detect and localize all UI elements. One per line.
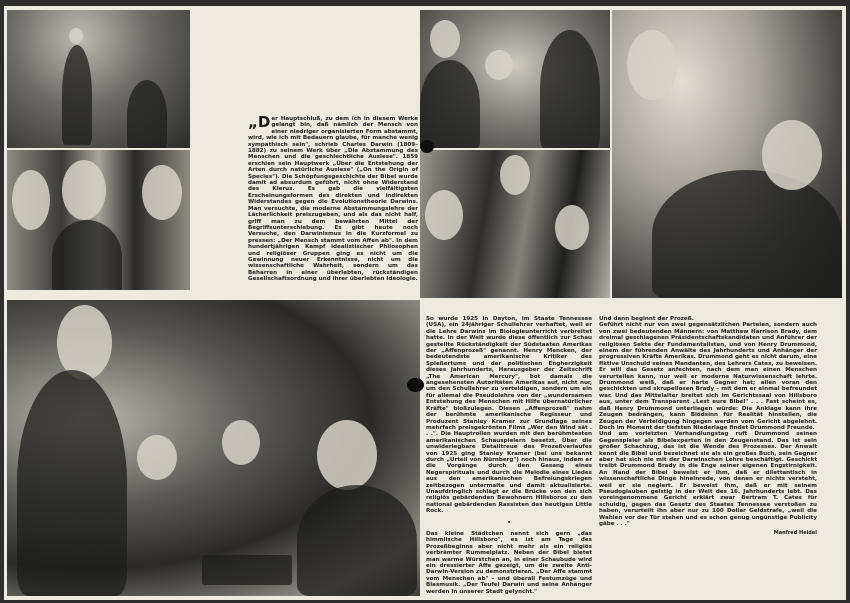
ink-blot: [407, 378, 424, 392]
photo-three-faces: [7, 150, 190, 290]
photo-trial-scene: [7, 300, 420, 596]
article-column-1: [426, 316, 592, 595]
intro-paragraph: er Hauptschluß, zu dem ich in diesem Werke gelangt bin, daß nämlich der Mensch von einer niedriger organisierten Form abstammt, wird, wie ich mit Bedauern glaube, für manche wenig sympathisch sein", schrieb Charles Darwin (1809–1882) zu seinem Werk über „Die Abstammung des Menschen und die geschlechtliche Auslese". 1859 erschien sein Hauptwerk „Über die Entstehung der Arten durch natürliche Auslese" („On the Origin of Species"). Die Schöpfungsgeschichte der Bibel wurde damit ad absurdum geführt, nicht ohne Widerstand des Klerus. Es gab die vielfältigsten Erscheinungsformen des direkten und indirekten Widerstandes gegen die Evolutionstheorie Darwins. Man versuchte, die moderne Abstammungslehre der Lächerlichkeit preiszugeben, und als das nicht half, griff man zu dem bewährten Mittel der Begriffsunterschiebung. Es gibt heute noch Versuche, den Darwinismus in die Kurzformel zu pressen: „Der Mensch stammt vom Affen ab". In dem hundertjährigen Kampf idealistischer Philosophen und religiöser Gruppen ging es nicht um die Gewinnung neuer Erkenntnisse, nicht um die wissenschaftliche Wahrheit, sondern um das Beharren in einer überlebten, rückständigen Gesellschaftsordnung und ihrer überlebten Ideologie.: [248, 116, 418, 283]
ink-blot: [420, 140, 434, 153]
article-column-2: [599, 316, 817, 537]
paragraph: Und am vorletzten Verhandlungstag ruft Drummond seinen Gegenspieler als Bibelexperten in den Zeugenstand. Das ist sein großer Schachzug, das ist die Wende des Prozesses. Der Anwalt kennt die Bibel und bezeichnet sie als ein großes Buch, sein Gegner aber hat sich nie mit der Darwinschen Lehre beschäftigt. Geschickt treibt Drummond Brady in die Enge seiner eigenen Engstirnigkeit. An Hand der Bibel beweist er ihm, daß er dilettantisch in wissenschaftliche Dinge hineinrede, von denen er nichts versteht, weil er sie negiert. Er beweist ihm, daß er mit seinem Pseudoglauben geistig in der Welt des 16. Jahrhunderts lebt. Das voreingenommene Gericht erklärt zwar Bertram T. Cates für schuldig, gegen das Gesetz des Staates Tennessee verstoßen zu haben, verurteilt ihn aber nur zu 100 Dollar Geldstrafe, „weil die Wahlen vor der Tür stehen und es schon genug ungünstige Publicity gäbe . . .": [599, 431, 817, 527]
paragraph: Das kleine Städtchen nennt sich gern „das himmlische Hillsboro", es ist am Tage des Prozeßbeginns aber nicht mehr als ein religiös verbrämter Rummelplatz. Neben der Bibel bietet man warme Würstchen an, in einer Schaubude wird ein dressierter Affe gezeigt, um die zweite Anti-Darwin-Version zu demonstrieren. „Der Affe stammt vom Menschen ab" – und überall Festumzüge und Blasmusik. „Der Teufel Darwin und seine Anhänger werden in unserer Stadt gelyncht.": [426, 531, 592, 595]
author-signature: Manfred Heidel: [773, 530, 817, 537]
separator: •: [507, 519, 511, 526]
dropcap: „D: [248, 113, 271, 131]
paragraph: Und dann beginnt der Prozeß.: [599, 316, 694, 322]
photo-reporters: [420, 10, 610, 148]
photo-courtroom-listeners: [420, 150, 610, 298]
paragraph: So wurde 1925 in Dayton, im Staate Tennessee (USA), ein 24jähriger Schullehrer verhaftet, weil er die Lehre Darwins im Biologieunterricht verbreitet hatte. In der Welt wurde diese öffentlich zur Schau gestellte Rückständigkeit der Südstaaten Amerikas der „Affenprozeß" genannt. Henry Mencken, der bedeutendste amerikanische Kritiker des Spießertums und der politischen Engherzigkeit dieses Jahrhunderts, Herausgeber der Zeitschrift „The American Mercury", bot damals die angesehensten Autoritäten Amerikas auf, nicht nur, um den Schullehrer zu verteidigen, sondern um ein für allemal die Pseudolehre von der „wundersamen Entstehung des Menschen mit Hilfe übernatürlicher Kräfte" bloßzulegen. Diesen „Affenprozeß" nahm der berühmte amerikanische Regisseur und Produzent Stanley Kramer zur Grundlage seines mehrfach preisgekrönten Films „Wer den Wind sät . . .". Die Hauptrollen wurden mit den berühmtesten amerikanischen Schauspielern besetzt. Über die unwiderlegbare Detailtreue des Prozeßverlaufes von 1925 ging Stanley Kramer (bei uns bekannt durch „Urteil von Nürnberg") noch hinaus, indem er die Vorgänge durch den Gesang eines Negerspirituals und durch die Melodie eines Liedes aus den amerikanischen Befreiungskriegen zeitbezogen untermalte und damit aktualisierte. Unaufdringlich schlägt er die Brücke von den sich religiös gebärdenden Bewohnern Hillsboros zu den national gebärdenden Rassisten des heutigen Little Rock.: [426, 316, 592, 515]
paragraph: Geführt nicht nur von zwei gegensätzlichen Parteien, sondern auch von zwei bedeutenden Männern: von Matthew Harrison Brady, dem dreimal geschlagenen Präsidentschaftskandidaten und Anführer der religiösen Sekte der Fundamentalisten, und von Henry Drummond, einem der führenden Anwälte des Jahrhunderts und Anhänger der progressiven Kräfte Amerikas. Drummond geht es nicht darum, eine fiktive Unschuld seines Mandanten, des Lehrers Cates, zu beweisen. Er will das Gesetz anfechten, nach dem man einen Menschen verurteilen kann, nur weil er moderne Naturwissenschaft lehrte. Drummond weiß, daß er harte Gegner hat; allen voran den geschickten und skrupellosen Brady – mit dem er einmal befreundet war. Und das Mittelalter breitet sich im Gerichtssaal von Hillsboro aus, unter dem Transparent „Lest eure Bibel" . . . Fast scheint es, daß Henry Drummond unterliegen würde: Die Anklage kann ihre Zeugen bedrängen, kann Blödsinn für Realität hinstellen, die Zeugen der Verteidigung hingegen werden vom Gericht abgelehnt. Doch im Moment der tiefsten Niederlage findet Drummond Freunde.: [599, 322, 817, 431]
photo-courtroom-audience: [7, 10, 190, 148]
intro-text: [248, 113, 418, 283]
photo-woman-and-man: [612, 10, 842, 298]
